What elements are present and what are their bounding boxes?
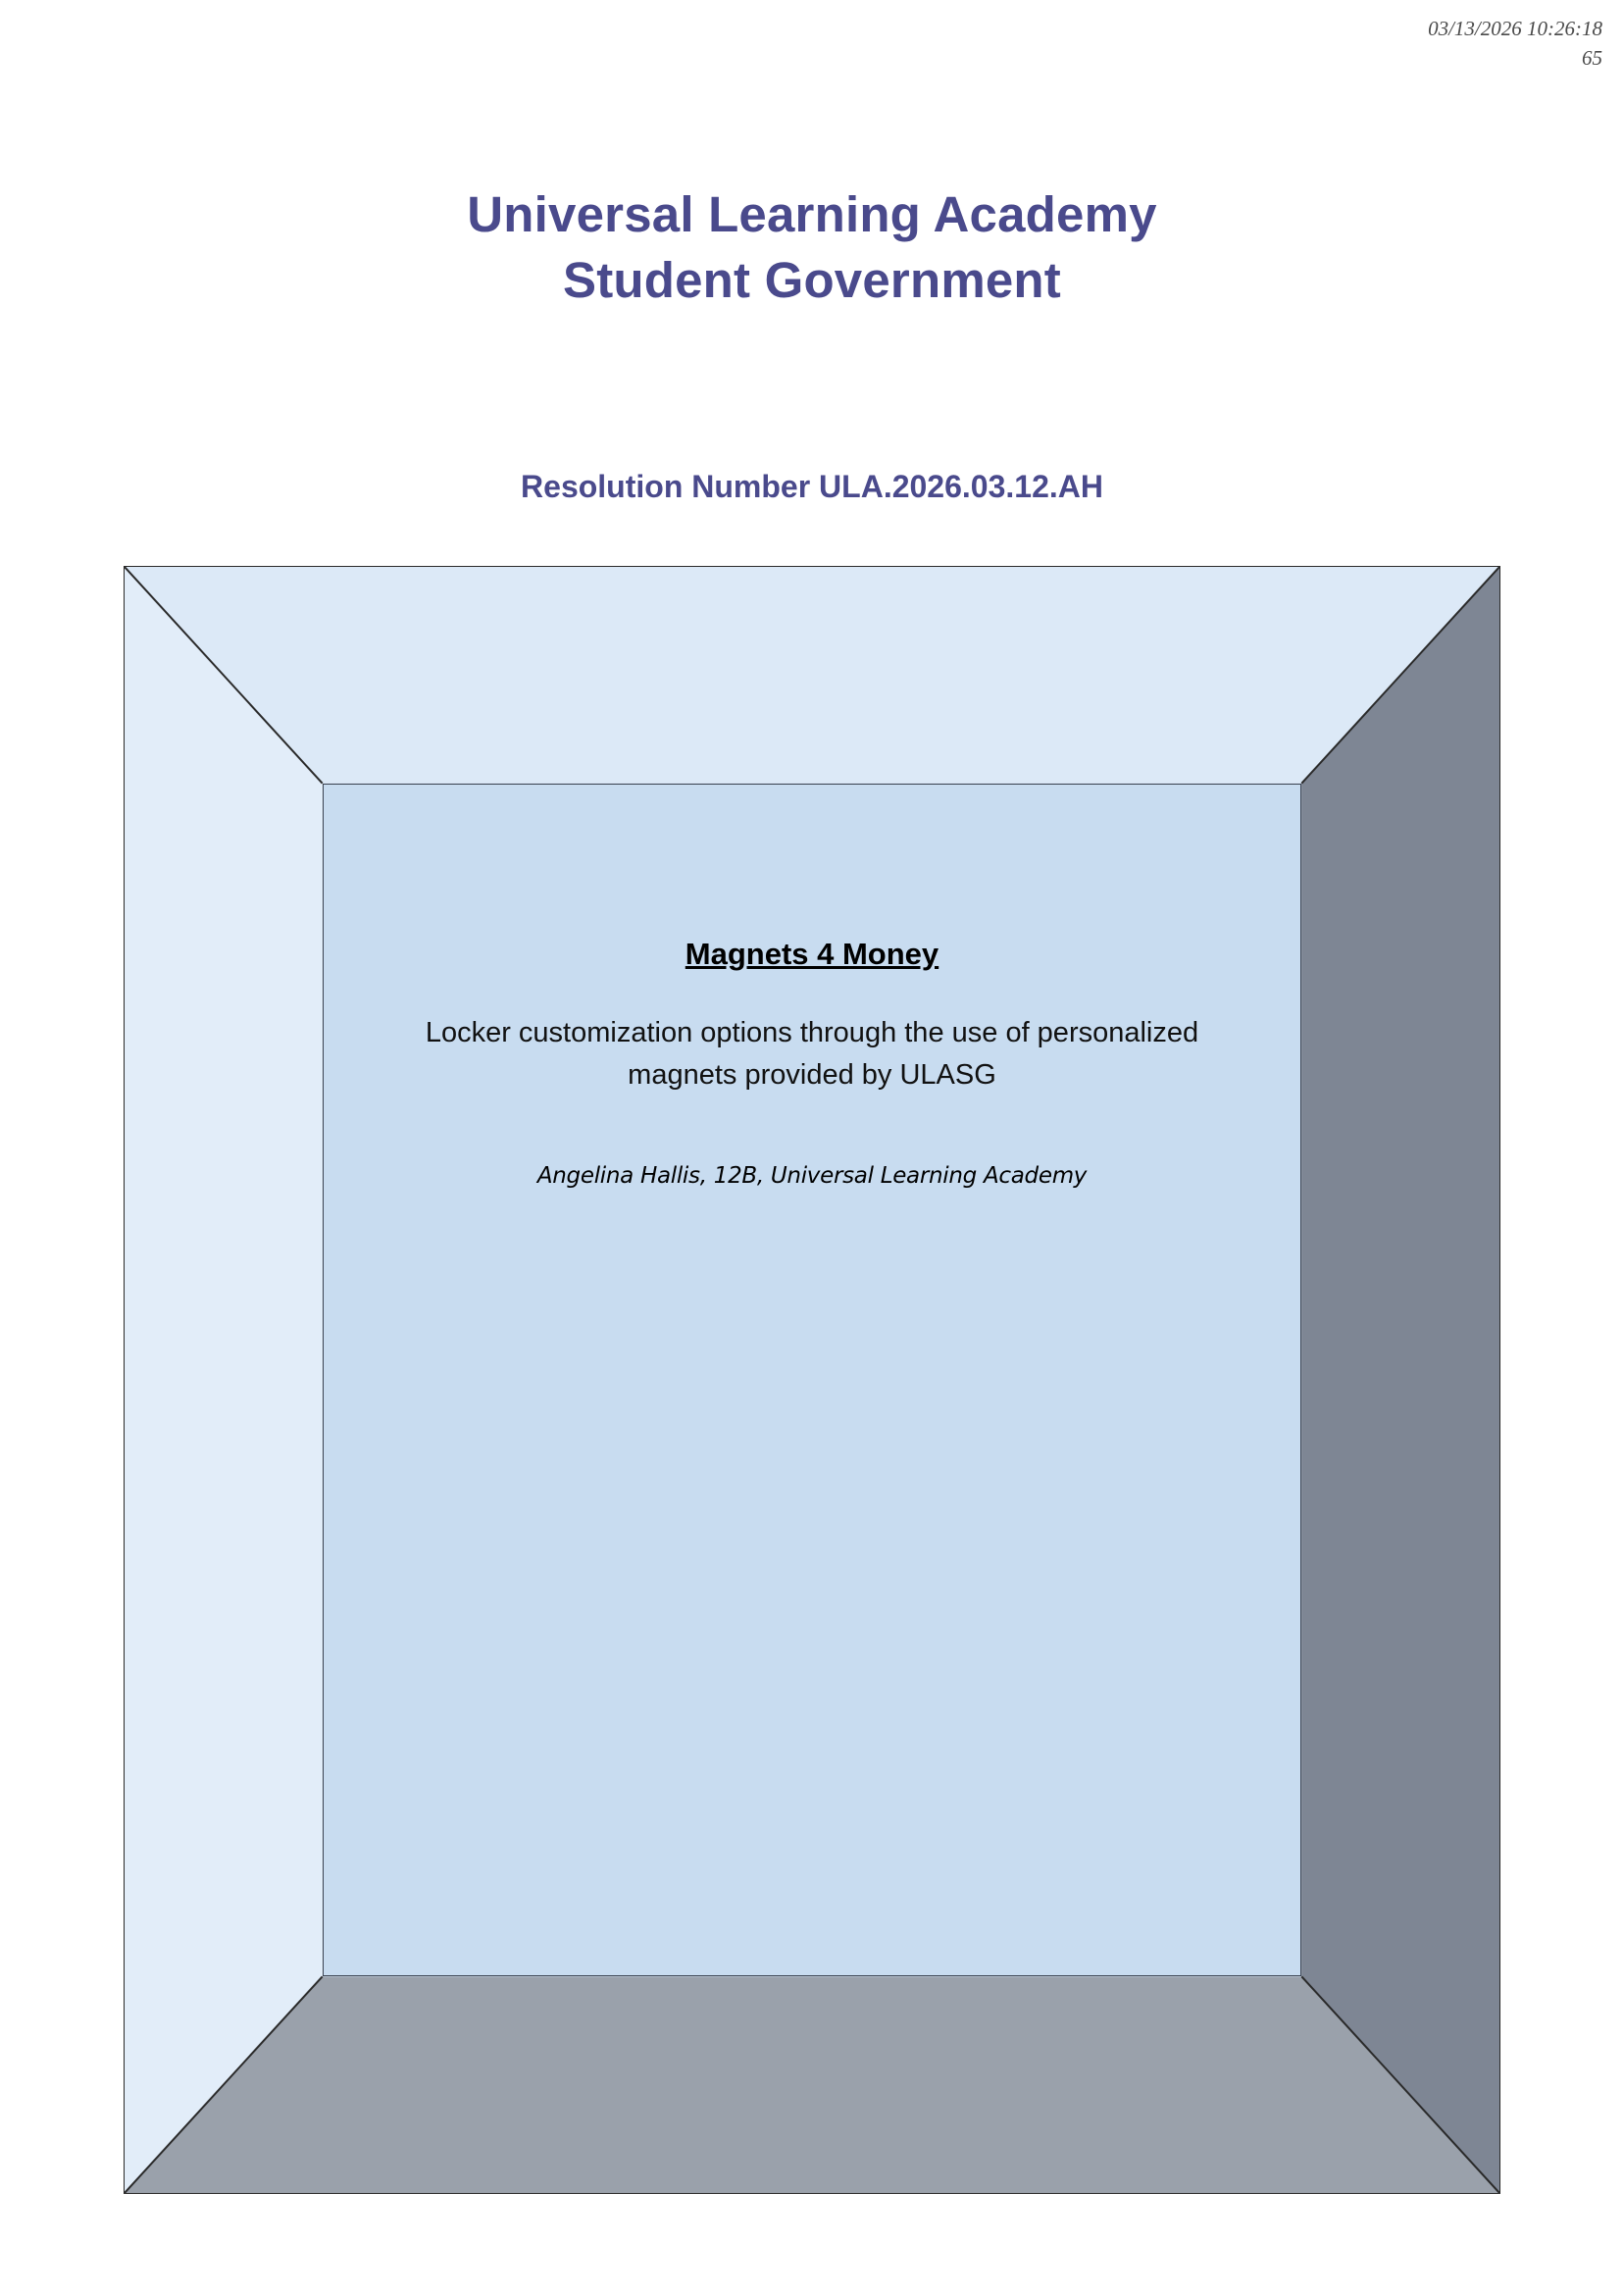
slide-title: Magnets 4 Money [685, 936, 939, 971]
slide-description: Locker customization options through the use of personalized magnets provided by ULASG [425, 1016, 1199, 1091]
slide-frame [124, 566, 1500, 2194]
header-page-number: 65 [1582, 46, 1602, 71]
page-title-line2: Student Government [563, 252, 1061, 309]
slide-author: Angelina Hallis, 12B, Universal Learning Academy [536, 1162, 1088, 1189]
header-timestamp: 03/13/2026 10:26:18 [1428, 17, 1602, 40]
resolution-number: Resolution Number ULA.2026.03.12.AH [521, 469, 1103, 504]
page-header-meta [1428, 14, 1602, 74]
page-title [0, 181, 1624, 314]
slide-content-panel [323, 784, 1301, 1977]
page-title-line1: Universal Learning Academy [467, 186, 1157, 242]
